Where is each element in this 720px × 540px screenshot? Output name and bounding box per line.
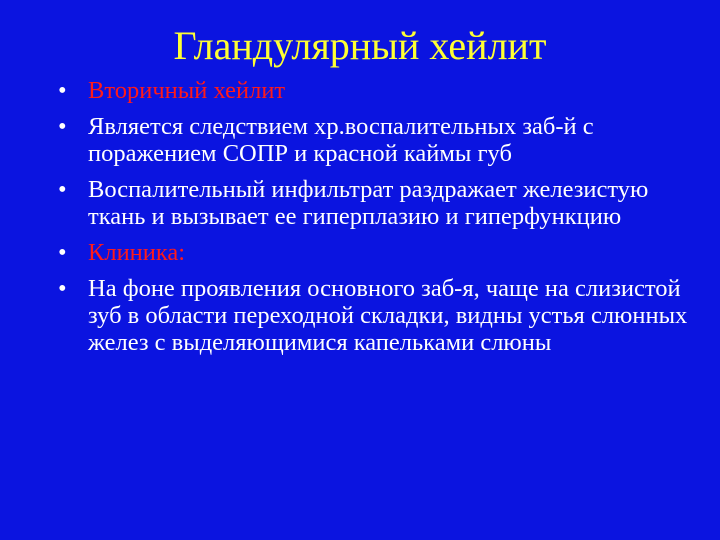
bullet-icon: •: [58, 77, 67, 104]
bullet-icon: •: [58, 113, 67, 140]
bullet-text: Вторичный хейлит: [88, 77, 286, 104]
bullet-text: Клиника:: [88, 239, 186, 266]
bullet-item-secondary-cheilitis: [58, 77, 688, 104]
bullet-icon: •: [58, 176, 67, 203]
slide-title: Гландулярный хейлит: [173, 23, 547, 68]
bullet-item-infiltrate: [58, 176, 688, 230]
bullet-text: Воспалительный инфильтрат раздражает железистую ткань и вызывает ее гиперплазию и гиперфункцию: [88, 176, 649, 230]
bullet-text: На фоне проявления основного заб-я, чаще на слизистой зуб в области переходной складки, видны устья слюнных желез с выделяющимися капельками слюны: [88, 275, 688, 356]
bullet-item-clinical-picture: [58, 275, 688, 356]
bullet-text: Является следствием хр.воспалительных заб-й с поражением СОПР и красной каймы губ: [88, 113, 594, 167]
bullet-list: [58, 77, 688, 365]
bullet-item-clinic: [58, 239, 688, 266]
bullet-icon: •: [58, 275, 67, 302]
bullet-item-cause: [58, 113, 688, 167]
bullet-icon: •: [58, 239, 67, 266]
